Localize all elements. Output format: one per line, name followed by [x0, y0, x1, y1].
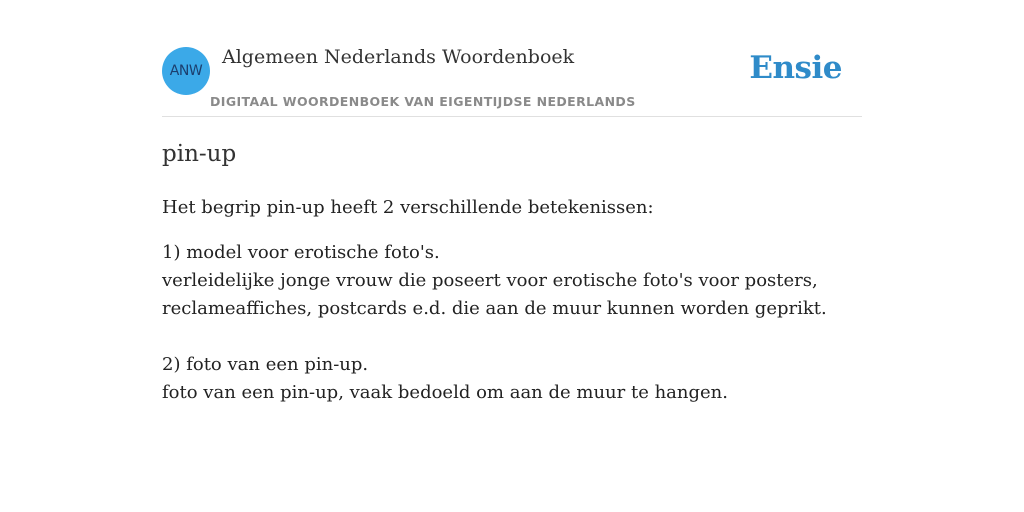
logo-text: ANW	[169, 63, 203, 79]
site-subtitle: DIGITAAL WOORDENBOEK VAN EIGENTIJDSE NEDERLANDS	[210, 94, 636, 109]
meaning-2	[162, 351, 862, 407]
site-header	[162, 40, 862, 117]
entry-content	[162, 136, 862, 407]
meaning-heading: 1) model voor erotische foto's.	[162, 242, 440, 263]
meaning-definition: verleidelijke jonge vrouw die poseert voor erotische foto's voor posters,	[162, 270, 818, 291]
meaning-definition: reclameaffiches, postcards e.d. die aan de muur kunnen worden geprikt.	[162, 298, 827, 319]
ensie-brand-link[interactable]: Ensie	[749, 50, 842, 86]
entry-intro: Het begrip pin-up heeft 2 verschillende betekenissen:	[162, 197, 654, 218]
site-title[interactable]: Algemeen Nederlands Woordenboek	[222, 46, 575, 68]
anw-logo[interactable]	[162, 47, 210, 95]
entry-word-title: pin-up	[162, 141, 237, 167]
meaning-heading: 2) foto van een pin-up.	[162, 354, 369, 375]
meaning-definition: foto van een pin-up, vaak bedoeld om aan de muur te hangen.	[162, 382, 728, 403]
meaning-1	[162, 239, 862, 323]
